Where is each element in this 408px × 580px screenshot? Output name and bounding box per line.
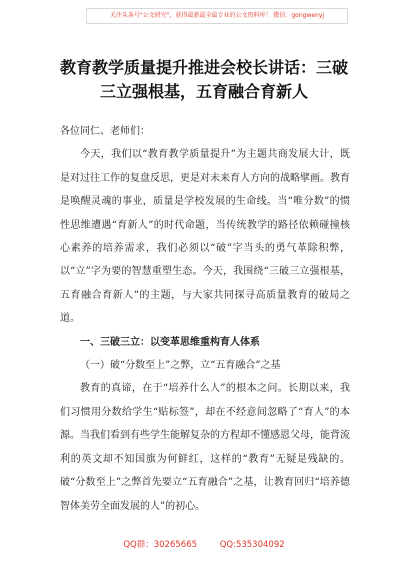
document-body [60, 120, 350, 518]
document-title [44, 56, 364, 104]
paragraph-section-1: 教育的真谛，在于“培养什么人”的根本之问。长期以来，我们习惯用分数给学生“贴标签”，却在不经意间忽略了“育人”的本源。当我们看到有些学生能解复杂的方程却不懂感恩父母，能背流利的英文却不知国旗为何鲜红，这样的“教育”无疑是残缺的。破“分数至上”之弊首先要立“五育融合”之基，让教育回归“培养德智体美劳全面发展的人”的初心。 [60, 383, 350, 512]
footer-contact [0, 538, 408, 550]
footer-qq-number: QQ:535304092 [219, 540, 285, 550]
header-banner: 关注头条号"公文研究"，获得最新最全最专业的公文资料库！ 微信：gongwenyj [86, 8, 348, 24]
salutation: 各位同仁、老师们： [60, 126, 150, 137]
section-heading-1: 一、三破三立：以变革思维重构育人体系 [80, 336, 260, 348]
subsection-heading-1: （一）破“分数至上”之弊，立“五育融合”之基 [80, 360, 281, 372]
paragraph-intro: 今天，我们以“教育教学质量提升”为主题共商发展大计，既是对过往工作的复盘反思，更是对未来育人方向的战略擘画。教育是唤醒灵魂的事业，质量是学校发展的生命线。当“唯分数”的惯性思维遭遇“育新人”的时代命题，当传统教学的路径依赖碰撞核心素养的培养需求，我们必须以“破”字当头的勇气革除积弊，以“立”字为要的智慧重塑生态。今天，我围绕“三破三立强根基，五育融合育新人”的主题，与大家共同探寻高质量教育的破局之道。 [60, 149, 350, 325]
title-line-1: 教育教学质量提升推进会校长讲话：三破 [59, 58, 348, 77]
title-line-2: 三立强根基，五育融合育新人 [99, 82, 308, 101]
footer-qq-group: QQ群：30265665 [123, 540, 198, 550]
